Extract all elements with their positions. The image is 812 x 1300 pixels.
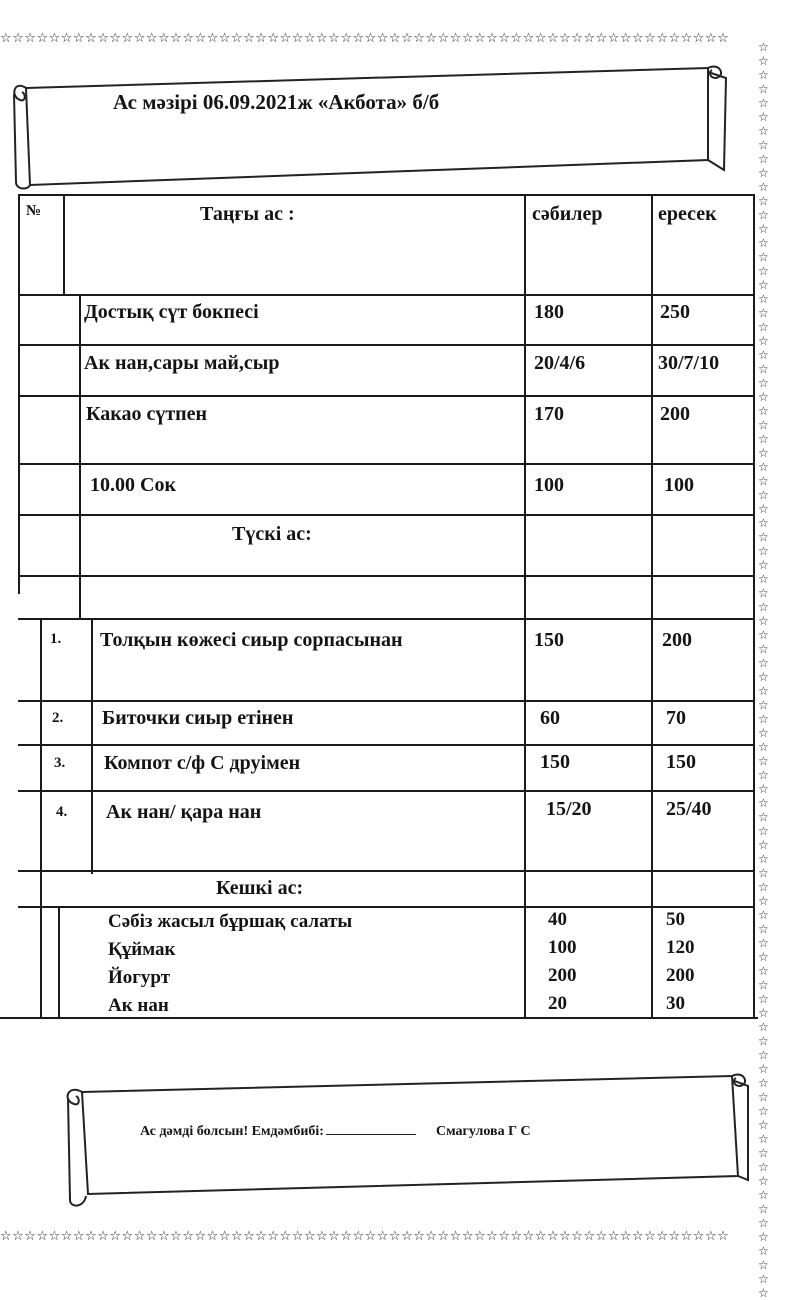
lunch-number: 4. [56,804,68,820]
dinner-children: 20 [548,993,567,1014]
lunch-number: 2. [52,710,64,726]
lunch-number: 3. [54,755,66,771]
star-border-right: ☆☆☆☆☆☆☆☆☆☆☆☆☆☆☆☆☆☆☆☆☆☆☆☆☆☆☆☆☆☆☆☆☆☆☆☆☆☆☆☆☆☆☆☆☆☆☆☆☆☆☆☆☆☆☆☆☆☆☆☆☆☆☆☆☆☆☆☆☆☆☆☆☆☆☆☆☆☆☆☆☆☆☆☆☆☆☆☆☆☆ [758,40,769,1300]
dinner-children: 100 [548,937,577,958]
lunch-adults: 200 [662,629,692,651]
lunch-children: 150 [534,629,564,651]
lunch-adults: 25/40 [666,798,712,820]
lunch-children: 15/20 [546,798,592,820]
header-adults: ересек [658,203,717,225]
star-border-top: ☆☆☆☆☆☆☆☆☆☆☆☆☆☆☆☆☆☆☆☆☆☆☆☆☆☆☆☆☆☆☆☆☆☆☆☆☆☆☆☆☆☆☆☆☆☆☆☆☆☆☆☆☆☆☆☆☆☆☆☆ [0,31,730,46]
breakfast-children: 100 [534,474,564,496]
lunch-adults: 150 [666,751,696,773]
footer-wish: Ас дәмді болсын! Емдәмбибі: [140,1124,324,1139]
lunch-heading: Түскі ас: [232,523,312,545]
title-banner [8,60,748,190]
footer-signer: Смагулова Г С [435,1124,531,1139]
dinner-adults: 30 [666,993,685,1014]
dinner-dish: Ак нан [108,995,169,1016]
breakfast-adults: 30/7/10 [658,352,720,374]
breakfast-dish: Ак нан,сары май,сыр [84,352,280,374]
dinner-adults: 50 [666,909,685,930]
dinner-dishes [108,908,518,1020]
lunch-adults: 70 [666,707,686,729]
lunch-children: 60 [540,707,560,729]
star-border-bottom: ☆☆☆☆☆☆☆☆☆☆☆☆☆☆☆☆☆☆☆☆☆☆☆☆☆☆☆☆☆☆☆☆☆☆☆☆☆☆☆☆☆☆☆☆☆☆☆☆☆☆☆☆☆☆☆☆☆☆☆☆ [0,1229,730,1244]
header-children: сәбилер [532,203,603,225]
lunch-dish: Биточки сиыр етінен [102,707,294,729]
footer-text [140,1122,531,1140]
lunch-children: 150 [540,751,570,773]
dinner-children-values [548,906,577,1018]
breakfast-adults: 200 [660,403,690,425]
breakfast-adults: 100 [664,474,694,496]
dinner-adults: 200 [666,965,695,986]
lunch-dish: Компот с/ф С друімен [104,752,301,774]
breakfast-dish: Достық сүт бокпесі [84,301,259,323]
signature-line [326,1122,416,1135]
dinner-adults-values [666,906,695,1018]
lunch-number: 1. [50,631,62,647]
dinner-dish: Құймак [108,939,176,960]
breakfast-dish: 10.00 Сок [90,474,176,496]
dinner-dish: Сәбіз жасыл бұршақ салаты [108,911,353,932]
header-number: № [26,203,42,219]
breakfast-children: 20/4/6 [534,352,586,374]
header-breakfast: Таңғы ас : [200,203,295,225]
lunch-dish: Ак нан/ қара нан [106,801,262,823]
breakfast-dish: Какао сүтпен [86,403,208,425]
dinner-heading: Кешкі ас: [216,877,304,899]
footer-banner [60,1068,750,1208]
breakfast-children: 170 [534,403,564,425]
breakfast-adults: 250 [660,301,690,323]
breakfast-children: 180 [534,301,564,323]
scroll-banner-icon [8,60,748,190]
page-title: Ас мәзірі 06.09.2021ж «Акбота» б/б [113,90,440,114]
dinner-children: 40 [548,909,567,930]
dinner-adults: 120 [666,937,695,958]
lunch-dish: Толқын көжесі сиыр сорпасынан [100,629,403,651]
dinner-children: 200 [548,965,577,986]
dinner-dish: Йогурт [108,967,171,988]
